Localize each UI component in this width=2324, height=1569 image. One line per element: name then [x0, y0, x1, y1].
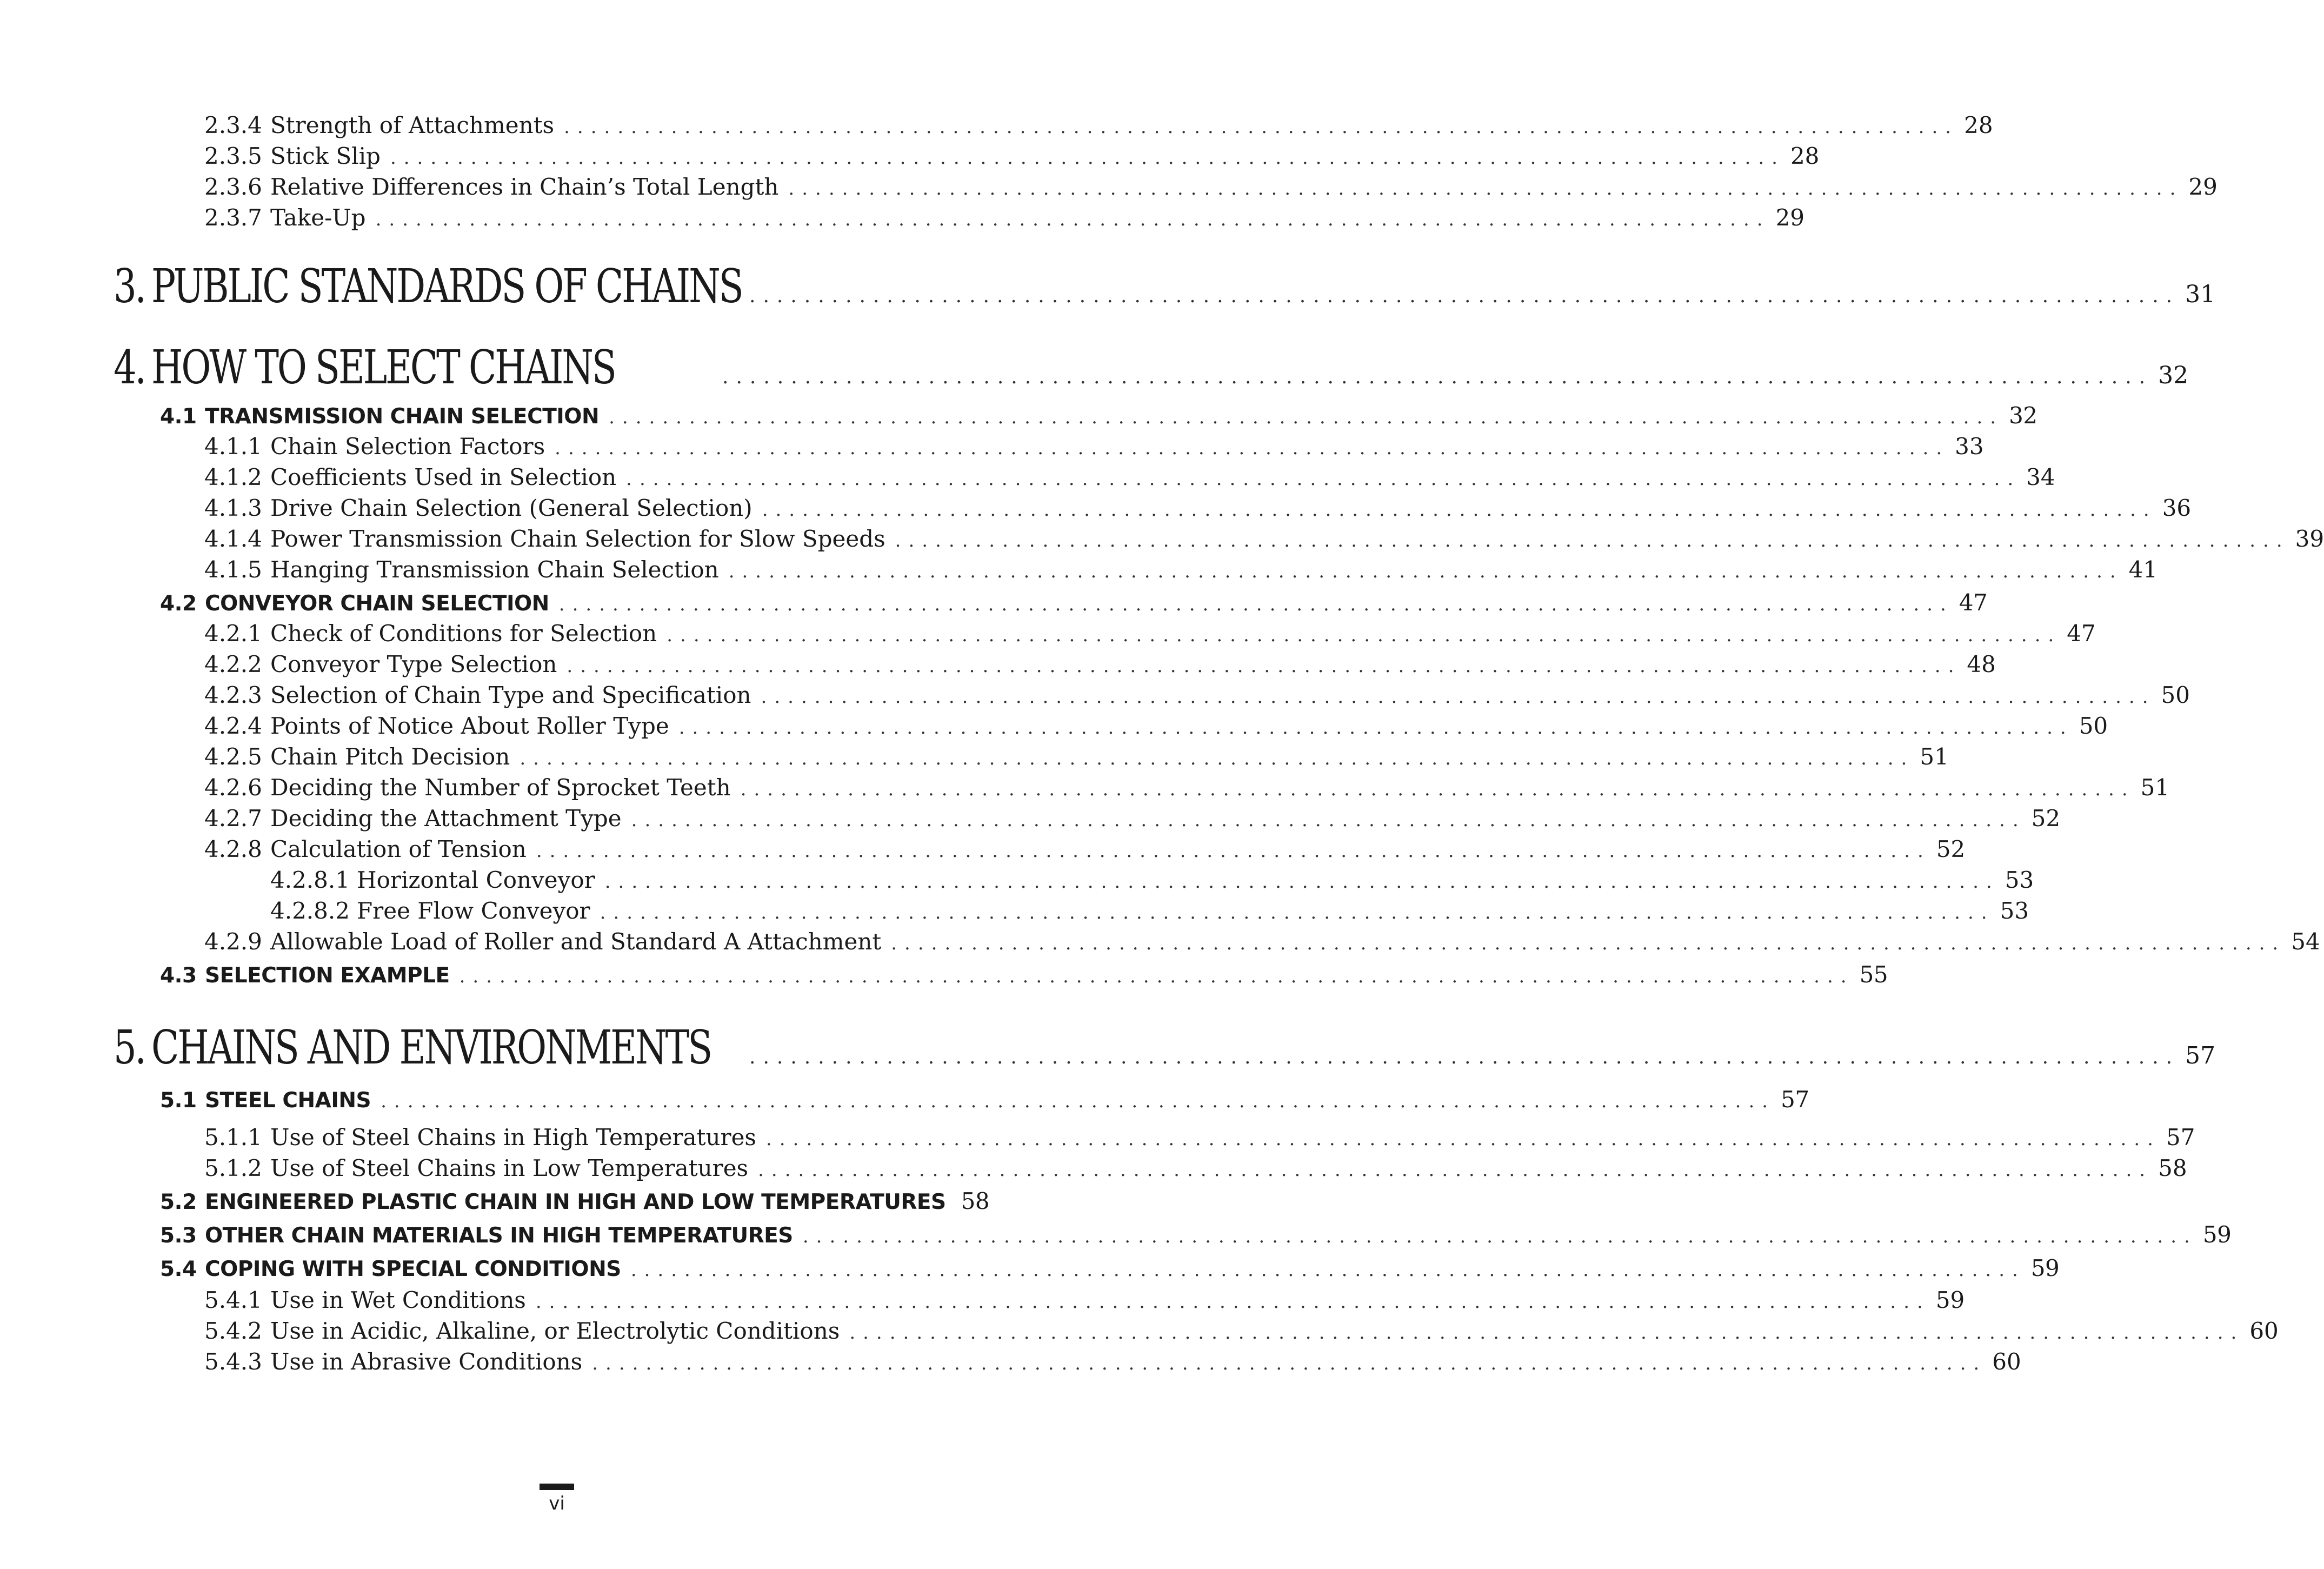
- section-number: 5.1: [160, 1088, 197, 1113]
- entry-page: 58: [2158, 1155, 2187, 1181]
- dot-leader: ........................................................................................................: [535, 1291, 1930, 1313]
- dot-leader: ........................................................................................................: [740, 779, 2135, 800]
- entry-number: 4.2.8: [204, 836, 262, 862]
- toc-entry[interactable]: [204, 741, 1949, 773]
- chapter-page: 57: [2185, 1042, 2216, 1069]
- entry-title: Selection of Chain Type and Specification: [270, 682, 751, 708]
- toc-entry[interactable]: [204, 1122, 2195, 1153]
- section-page: 59: [2202, 1221, 2232, 1248]
- toc-entry[interactable]: [204, 618, 2096, 649]
- toc-entry[interactable]: [270, 865, 2034, 896]
- entry-number: 5.4.3: [204, 1348, 262, 1375]
- entry-title: Check of Conditions for Selection: [270, 620, 657, 647]
- toc-chapter[interactable]: [114, 338, 2189, 397]
- dot-leader: ........................................................................................................: [626, 468, 2021, 490]
- entry-page: 53: [2000, 897, 2029, 924]
- dot-leader: ........................................................................................................: [390, 147, 1785, 169]
- entry-number: 2.3.5: [204, 143, 262, 169]
- dot-leader: ........................................................................................................: [555, 437, 1950, 459]
- entry-number: 4.2.8.2: [270, 897, 350, 924]
- entry-number: 4.1.1: [204, 433, 262, 460]
- dot-leader: ........................................................................................................: [895, 530, 2290, 551]
- toc-section[interactable]: [160, 959, 1888, 990]
- entry-title: Hanging Transmission Chain Selection: [270, 556, 719, 583]
- dot-leader: ........................................................................................................: [564, 116, 1959, 138]
- entry-page: 52: [1936, 836, 1966, 862]
- section-title: COPING WITH SPECIAL CONDITIONS: [205, 1257, 621, 1281]
- entry-title: Drive Chain Selection (General Selection): [270, 495, 753, 521]
- dot-leader: ........................................................................................................: [891, 933, 2286, 954]
- entry-title: Take-Up: [270, 204, 366, 231]
- entry-page: 50: [2161, 682, 2190, 708]
- entry-number: 4.2.9: [204, 928, 262, 955]
- entry-number: 4.2.4: [204, 713, 262, 739]
- toc-entry[interactable]: [204, 1315, 2279, 1347]
- toc-entry[interactable]: [204, 710, 2108, 742]
- dot-leader: ........................................................................................................: [600, 902, 1995, 923]
- dot-leader: ........................................................................................................: [630, 1259, 2026, 1281]
- section-title: SELECTION EXAMPLE: [205, 963, 450, 988]
- dot-leader: ........................................................................................................: [749, 1046, 2180, 1068]
- entry-title: Use of Steel Chains in Low Temperatures: [270, 1155, 749, 1181]
- dot-leader: ........................................................................................................: [749, 285, 2180, 307]
- entry-title: Deciding the Attachment Type: [270, 805, 622, 832]
- entry-page: 53: [2005, 867, 2034, 893]
- dot-leader: ........................................................................................................: [631, 809, 2026, 831]
- entry-title: Use in Wet Conditions: [270, 1287, 526, 1313]
- entry-title: Coefficients Used in Selection: [270, 464, 617, 490]
- entry-page: 47: [2067, 620, 2096, 647]
- section-title: OTHER CHAIN MATERIALS IN HIGH TEMPERATURES: [205, 1224, 793, 1248]
- toc-section[interactable]: [160, 1186, 990, 1217]
- entry-page: 39: [2295, 526, 2324, 552]
- entry-number: 4.2.8.1: [270, 867, 350, 893]
- toc-entry[interactable]: [204, 1346, 2021, 1378]
- section-title: TRANSMISSION CHAIN SELECTION: [205, 404, 600, 429]
- entry-number: 4.1.4: [204, 526, 262, 552]
- dot-leader: ........................................................................................................: [604, 871, 2000, 893]
- entry-page: 59: [1935, 1287, 1965, 1313]
- dot-leader: ........................................................................................................: [536, 840, 1931, 862]
- section-page: 32: [2009, 402, 2037, 429]
- entry-title: Use of Steel Chains in High Temperatures: [270, 1124, 756, 1151]
- entry-title: Horizontal Conveyor: [357, 867, 595, 893]
- section-page: 55: [1859, 961, 1888, 988]
- toc-entry[interactable]: [204, 1153, 2187, 1184]
- section-title: STEEL CHAINS: [205, 1088, 371, 1113]
- entry-number: 4.1.3: [204, 495, 262, 521]
- section-number: 4.1: [160, 404, 197, 429]
- entry-page: 29: [1775, 204, 1805, 231]
- section-number: 5.2: [160, 1190, 197, 1214]
- entry-title: Allowable Load of Roller and Standard A Attachment: [270, 928, 882, 955]
- dot-leader: ........................................................................................................: [375, 209, 1770, 230]
- toc-entry[interactable]: [204, 803, 2061, 834]
- page-number: vi: [549, 1493, 565, 1514]
- entry-number: 4.2.2: [204, 651, 262, 677]
- entry-title: Use in Abrasive Conditions: [270, 1348, 583, 1375]
- entry-page: 48: [1967, 651, 1996, 677]
- entry-number: 5.4.1: [204, 1287, 262, 1313]
- entry-number: 4.2.7: [204, 805, 262, 832]
- entry-title: Conveyor Type Selection: [270, 651, 557, 677]
- entry-title: Deciding the Number of Sprocket Teeth: [270, 774, 731, 801]
- toc-section[interactable]: [160, 400, 2037, 431]
- toc-section[interactable]: [160, 1219, 2232, 1251]
- entry-number: 2.3.7: [204, 204, 262, 231]
- dot-leader: ........................................................................................................: [667, 624, 2062, 646]
- entry-page: 57: [2166, 1124, 2195, 1151]
- section-page: 47: [1959, 589, 1988, 616]
- dot-leader: ........................................................................................................: [762, 499, 2157, 521]
- chapter-number: 3.: [114, 260, 145, 314]
- toc-chapter[interactable]: [114, 257, 2216, 316]
- dot-leader: ........................................................................................................: [802, 1226, 2198, 1247]
- dot-leader: ........................................................................................................: [758, 1159, 2153, 1181]
- entry-title: Power Transmission Chain Selection for Slow Speeds: [270, 526, 885, 552]
- entry-number: 4.1.5: [204, 556, 262, 583]
- entry-page: 28: [1790, 143, 1820, 169]
- dot-leader: ........................................................................................................: [728, 561, 2123, 582]
- entry-page: 34: [2026, 464, 2055, 490]
- dot-leader: ........................................................................................................: [765, 1128, 2161, 1150]
- section-title: ENGINEERED PLASTIC CHAIN IN HIGH AND LOW TEMPERATURES: [205, 1190, 946, 1214]
- toc-entry[interactable]: [204, 772, 2170, 803]
- entry-page: 54: [2291, 928, 2320, 955]
- section-number: 4.2: [160, 591, 197, 616]
- chapter-number: 5.: [114, 1021, 145, 1075]
- toc-section[interactable]: [160, 1084, 1809, 1115]
- entry-number: 4.2.6: [204, 774, 262, 801]
- entry-title: Calculation of Tension: [270, 836, 527, 862]
- toc-chapter[interactable]: [114, 1018, 2216, 1078]
- dot-leader: ........................................................................................................: [678, 717, 2074, 739]
- chapter-number: 4.: [114, 341, 145, 395]
- entry-number: 4.1.2: [204, 464, 262, 490]
- dot-leader: ........................................................................................................: [459, 966, 1854, 987]
- entry-title: Points of Notice About Roller Type: [270, 713, 669, 739]
- entry-page: 52: [2031, 805, 2061, 832]
- toc-section[interactable]: [160, 1253, 2060, 1284]
- entry-title: Stick Slip: [270, 143, 381, 169]
- chapter-title: HOW TO SELECT CHAINS: [151, 341, 615, 395]
- chapter-title: CHAINS AND ENVIRONMENTS: [151, 1021, 711, 1075]
- dot-leader: ........................................................................................................: [558, 594, 1954, 615]
- section-page: 59: [2030, 1255, 2060, 1281]
- toc-entry[interactable]: [204, 462, 2055, 493]
- footer-rule: [540, 1484, 574, 1490]
- entry-page: 29: [2188, 174, 2218, 200]
- chapter-title: PUBLIC STANDARDS OF CHAINS: [151, 260, 742, 314]
- entry-page: 33: [1955, 433, 1984, 460]
- dot-leader: ........................................................................................................: [722, 366, 2153, 388]
- entry-title: Relative Differences in Chain’s Total Length: [270, 174, 779, 200]
- section-number: 5.3: [160, 1224, 197, 1248]
- toc-entry[interactable]: [204, 680, 2190, 711]
- entry-number: 5.1.1: [204, 1124, 262, 1151]
- dot-leader: ........................................................................................................: [849, 1322, 2245, 1344]
- toc-entry[interactable]: [204, 523, 2324, 555]
- chapter-page: 32: [2158, 362, 2189, 389]
- toc-entry[interactable]: [204, 1285, 1965, 1316]
- entry-page: 60: [2249, 1318, 2279, 1344]
- entry-page: 50: [2079, 713, 2108, 739]
- entry-number: 4.2.5: [204, 743, 262, 770]
- section-number: 4.3: [160, 963, 197, 988]
- section-page: 58: [961, 1188, 990, 1214]
- entry-title: Chain Pitch Decision: [270, 743, 510, 770]
- toc-entry[interactable]: [204, 649, 1996, 680]
- entry-page: 51: [1920, 743, 1949, 770]
- toc-section[interactable]: [160, 587, 1988, 619]
- entry-title: Strength of Attachments: [270, 112, 555, 138]
- toc-entry[interactable]: [270, 895, 2029, 927]
- dot-leader: ........................................................................................................: [592, 1353, 1987, 1374]
- toc-entry[interactable]: [204, 141, 1820, 172]
- toc-entry[interactable]: [204, 554, 2158, 586]
- entry-page: 41: [2128, 556, 2158, 583]
- entry-page: 60: [1992, 1348, 2021, 1375]
- toc-entry[interactable]: [204, 110, 1993, 141]
- toc-entry[interactable]: [204, 493, 2192, 524]
- entry-title: Free Flow Conveyor: [357, 897, 590, 924]
- toc-entry[interactable]: [204, 926, 2320, 958]
- entry-number: 5.4.2: [204, 1318, 262, 1344]
- entry-number: 2.3.4: [204, 112, 262, 138]
- entry-page: 36: [2162, 495, 2192, 521]
- entry-number: 2.3.6: [204, 174, 262, 200]
- entry-title: Use in Acidic, Alkaline, or Electrolytic Conditions: [270, 1318, 840, 1344]
- dot-leader: ........................................................................................................: [381, 1091, 1776, 1112]
- section-number: 5.4: [160, 1257, 197, 1281]
- dot-leader: ........................................................................................................: [520, 748, 1915, 769]
- entry-page: 51: [2140, 774, 2170, 801]
- toc-entry[interactable]: [204, 834, 1966, 865]
- section-page: 57: [1781, 1086, 1809, 1113]
- toc-entry[interactable]: [204, 431, 1984, 462]
- entry-number: 4.2.1: [204, 620, 262, 647]
- dot-leader: ........................................................................................................: [761, 686, 2156, 708]
- chapter-page: 31: [2185, 281, 2216, 308]
- toc-entry[interactable]: [204, 171, 2218, 203]
- dot-leader: ........................................................................................................: [609, 407, 2004, 428]
- entry-page: 28: [1964, 112, 1993, 138]
- dot-leader: ........................................................................................................: [788, 178, 2183, 200]
- toc-entry[interactable]: [204, 202, 1805, 234]
- entry-title: Chain Selection Factors: [270, 433, 545, 460]
- section-title: CONVEYOR CHAIN SELECTION: [205, 591, 549, 616]
- dot-leader: ........................................................................................................: [567, 655, 1962, 677]
- entry-number: 4.2.3: [204, 682, 262, 708]
- entry-number: 5.1.2: [204, 1155, 262, 1181]
